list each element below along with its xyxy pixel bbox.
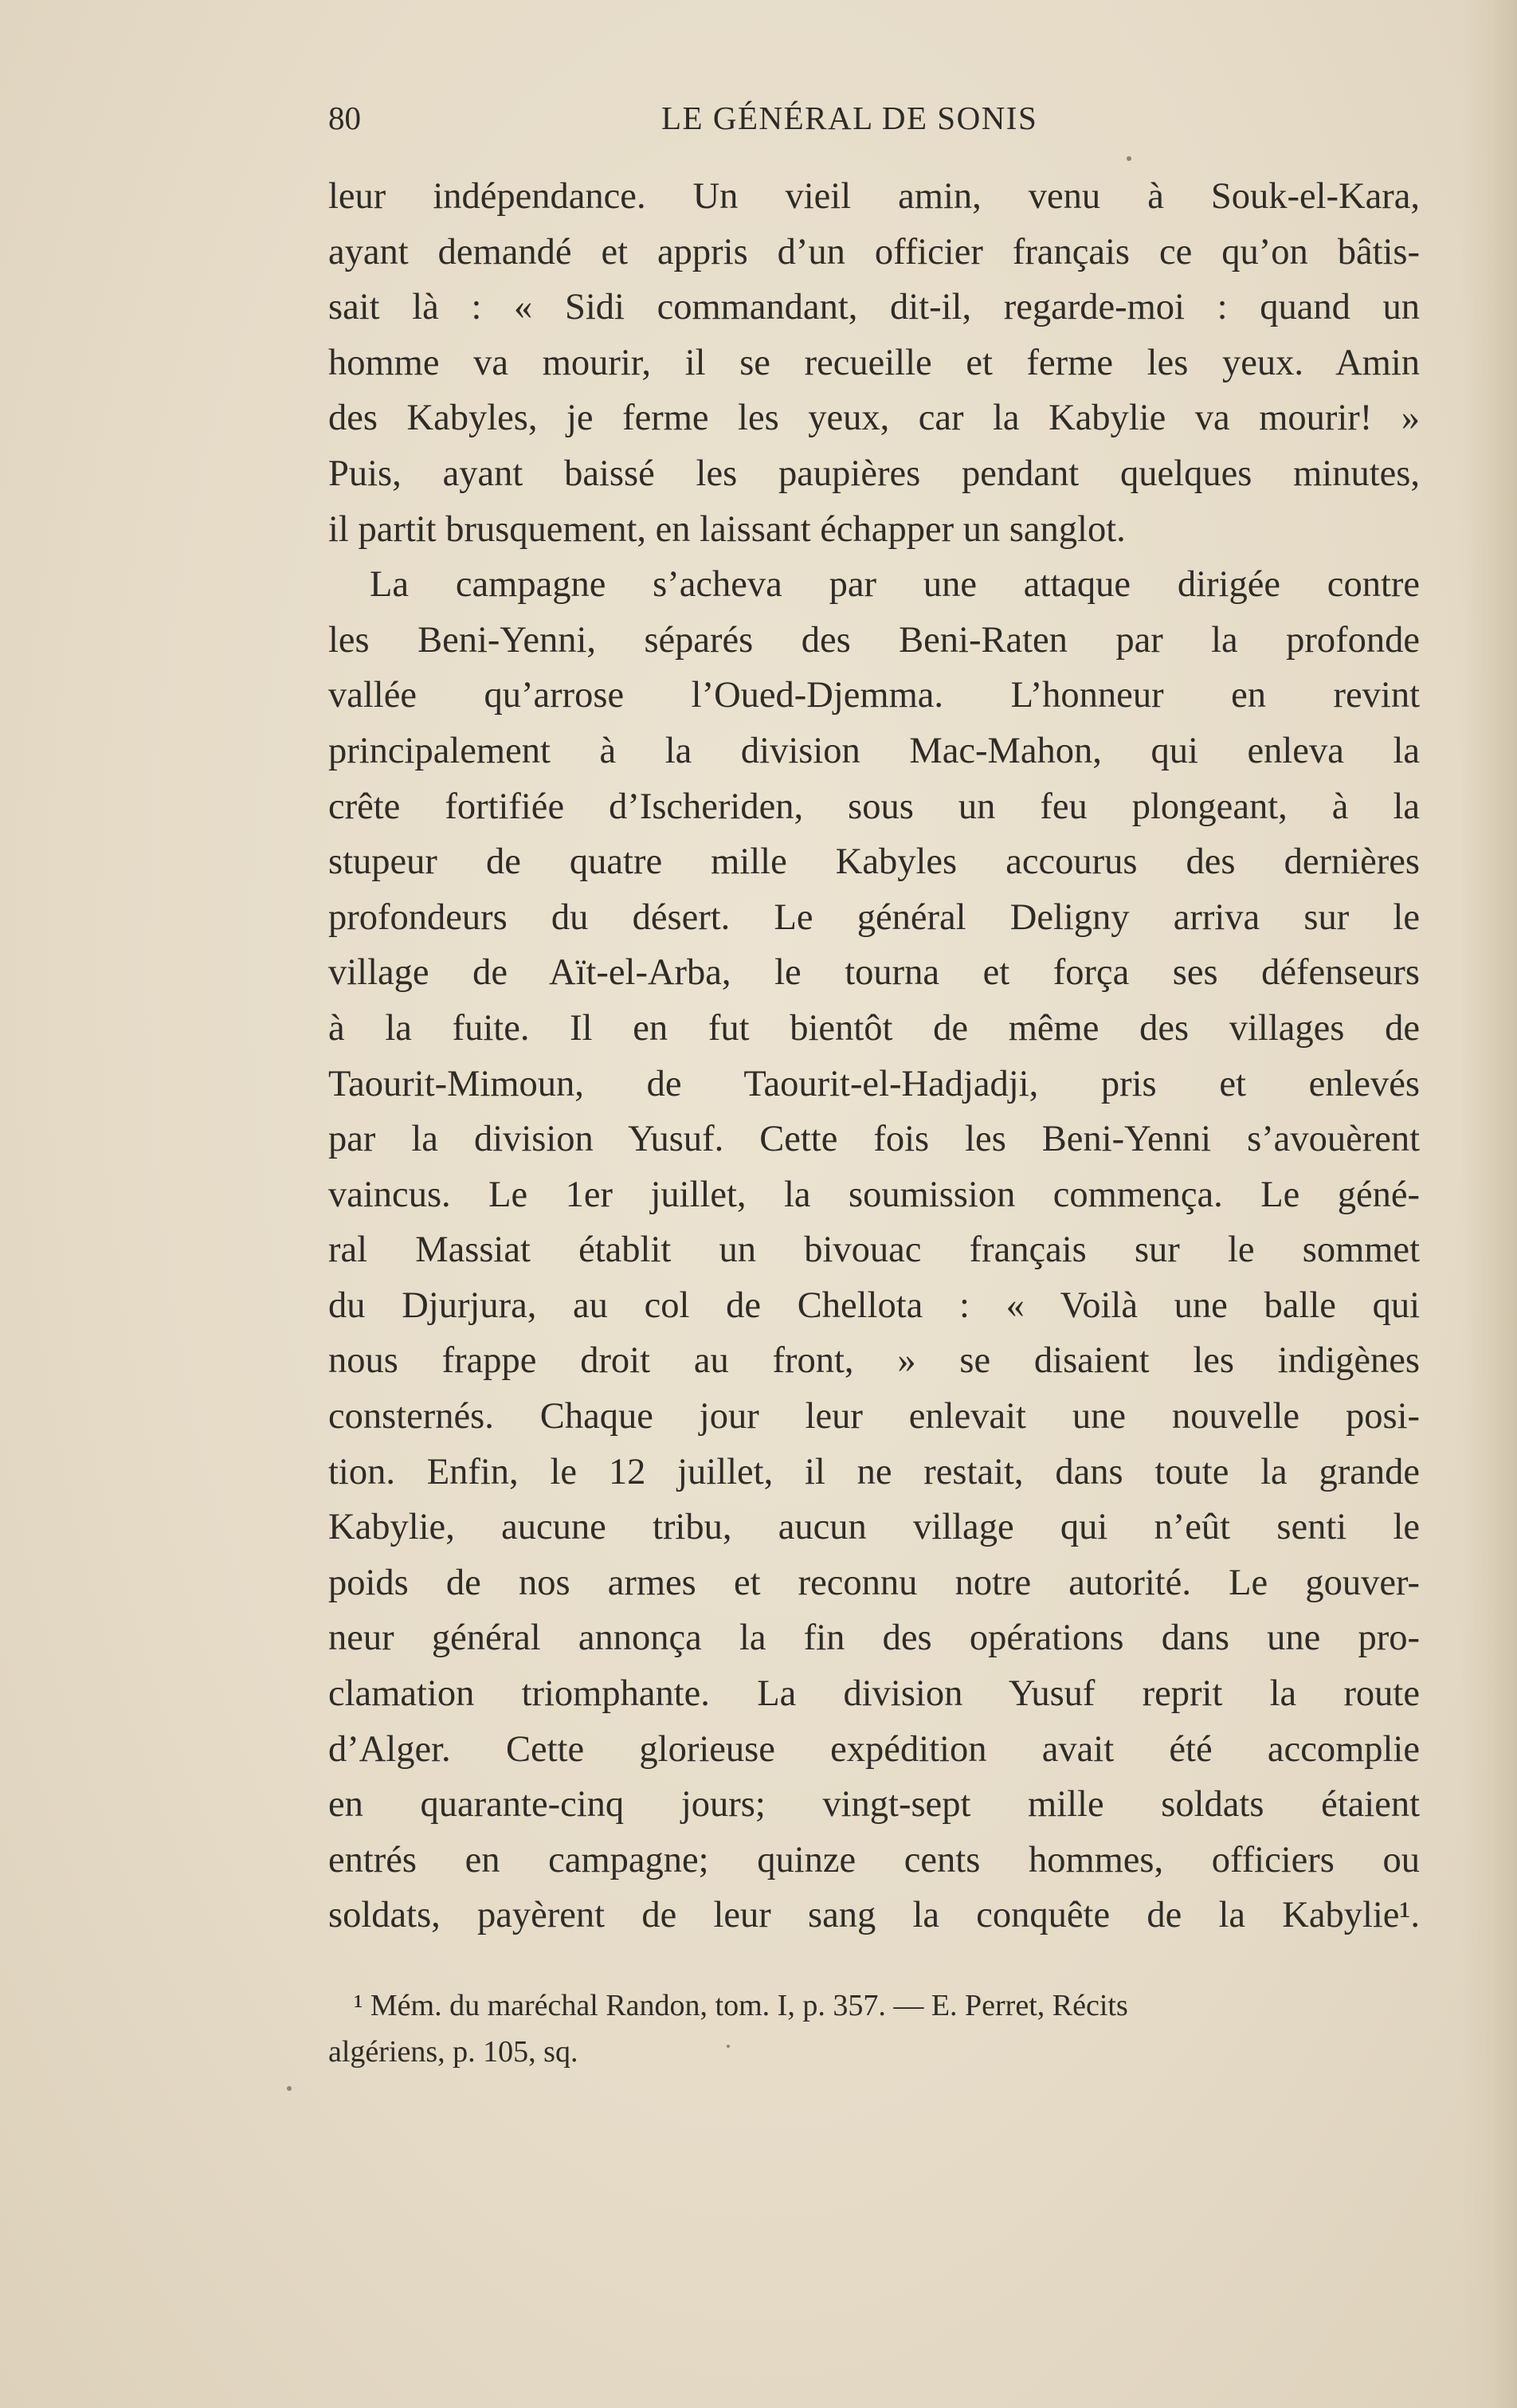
text-line: d’Alger. Cette glorieuse expédition avait été accomplie [328,1728,1420,1770]
text-line: La campagne s’acheva par une attaque dirigée contre [370,564,1420,606]
text-line: les Beni-Yenni, séparés des Beni-Raten par la profonde [328,619,1420,661]
running-header [328,99,1420,147]
text-line: principalement à la division Mac-Mahon, qui enleva la [328,730,1420,771]
text-line: vallée qu’arrose l’Oued-Djemma. L’honneur en revint [328,675,1420,716]
text-line: il partit brusquement, en laissant échapper un sanglot. [328,508,1126,550]
text-line: consternés. Chaque jour leur enlevait une nouvelle posi- [328,1396,1420,1437]
text-line: vaincus. Le 1er juillet, la soumission commença. Le géné- [328,1174,1420,1215]
paper-speck [1127,156,1131,161]
text-line: clamation triomphante. La division Yusuf reprit la route [328,1673,1420,1715]
footnote-line: ¹ Mém. du maréchal Randon, tom. I, p. 357. — E. Perret, Récits [354,1989,1128,2022]
text-line: Taourit-Mimoun, de Taourit-el-Hadjadji, pris et enlevés [328,1063,1420,1104]
text-line: du Djurjura, au col de Chellota : « Voilà une balle qui [328,1284,1420,1326]
text-line: poids de nos armes et reconnu notre autorité. Le gouver- [328,1562,1420,1603]
text-line: neur général annonça la fin des opérations dans une pro- [328,1618,1420,1659]
footnote-line: algériens, p. 105, sq. [328,2035,578,2069]
text-line: à la fuite. Il en fut bientôt de même des villages de [328,1007,1420,1049]
footnote [328,1982,1420,2075]
paper-speck [287,2086,292,2091]
text-line: par la division Yusuf. Cette fois les Beni-Yenni s’avouèrent [328,1119,1420,1160]
text-line: en quarante-cinq jours; vingt-sept mille soldats étaient [328,1784,1420,1826]
paper-speck [727,2045,730,2048]
text-line: entrés en campagne; quinze cents hommes, officiers ou [328,1839,1420,1881]
text-line: ral Massiat établit un bivouac français sur le sommet [328,1229,1420,1271]
running-title: LE GÉNÉRAL DE SONIS [661,100,1038,136]
text-line: Kabylie, aucune tribu, aucun village qui n’eût senti le [328,1507,1420,1548]
text-line: des Kabyles, je ferme les yeux, car la Kabylie va mourir! » [328,398,1420,439]
text-line: Puis, ayant baissé les paupières pendant quelques minutes, [328,453,1420,494]
text-line: stupeur de quatre mille Kabyles accourus des dernières [328,841,1420,883]
text-line: nous frappe droit au front, » se disaient les indigènes [328,1340,1420,1382]
text-line: crête fortifiée d’Ischeriden, sous un feu plongeant, à la [328,786,1420,827]
text-line: tion. Enfin, le 12 juillet, il ne restait, dans toute la grande [328,1451,1420,1492]
page-edge-shadow [1461,0,1517,2408]
body-text [328,169,1420,1943]
page-number: 80 [328,100,361,136]
text-line: leur indépendance. Un vieil amin, venu à Souk-el-Kara, [328,176,1420,217]
text-line: ayant demandé et appris d’un officier français ce qu’on bâtis- [328,231,1420,273]
text-line: homme va mourir, il se recueille et ferme les yeux. Amin [328,342,1420,383]
text-line: village de Aït-el-Arba, le tourna et força ses défenseurs [328,952,1420,994]
text-line: sait là : « Sidi commandant, dit-il, regarde-moi : quand un [328,287,1420,328]
text-line: soldats, payèrent de leur sang la conquête de la Kabylie¹. [328,1895,1420,1936]
text-line: profondeurs du désert. Le général Deligny arriva sur le [328,896,1420,938]
